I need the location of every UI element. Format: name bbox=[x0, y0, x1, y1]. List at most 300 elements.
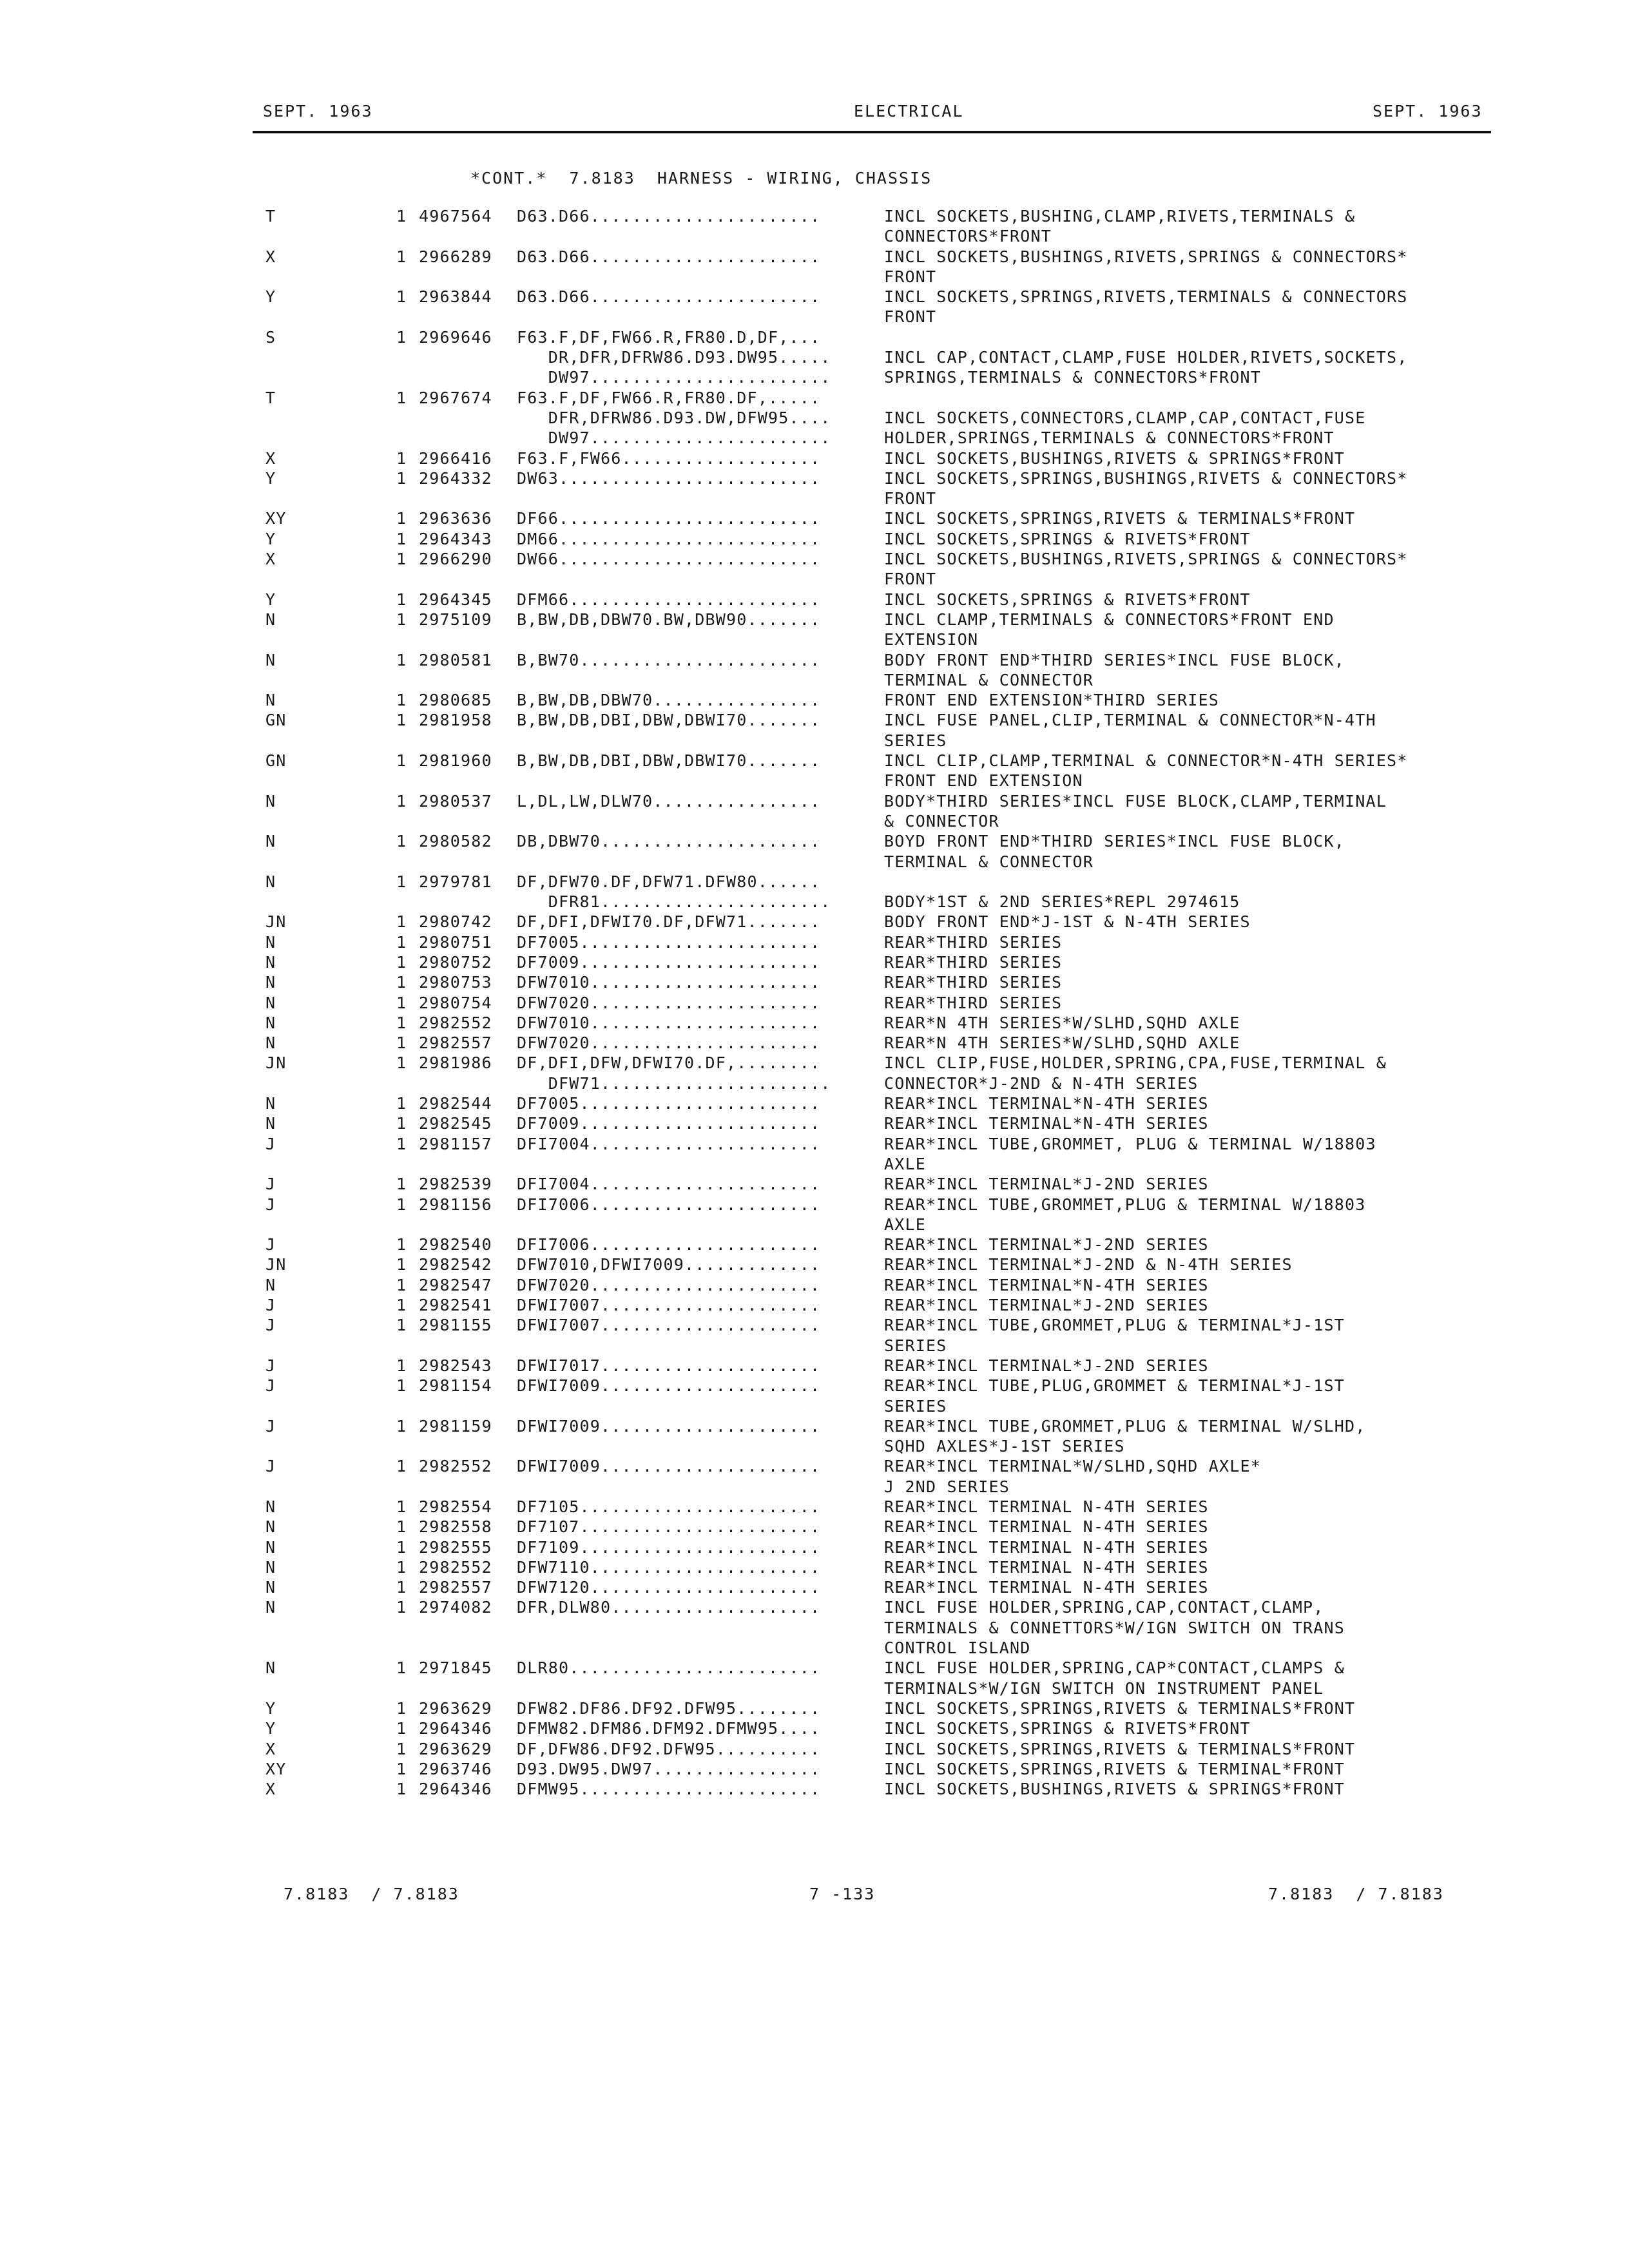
row-part-number: 2980754 bbox=[419, 993, 492, 1012]
row-quantity: 1 bbox=[396, 1598, 407, 1617]
row-description: REAR*INCL TERMINAL*N-4TH SERIES bbox=[884, 1094, 1209, 1113]
row-quantity: 1 bbox=[396, 1557, 407, 1577]
row-code: N bbox=[265, 1658, 276, 1678]
row-part-number: 2967674 bbox=[419, 388, 492, 407]
row-part-number: 4967564 bbox=[419, 207, 492, 226]
row-part-number: 2966416 bbox=[419, 448, 492, 468]
row-quantity: 1 bbox=[396, 872, 407, 891]
row-code: GN bbox=[265, 751, 287, 771]
row-description: INCL CLAMP,TERMINALS & CONNECTORS*FRONT END bbox=[884, 610, 1335, 629]
row-models: DFI7004...................... bbox=[517, 1134, 821, 1153]
row-description: REAR*INCL TERMINAL*N-4TH SERIES bbox=[884, 1114, 1209, 1133]
row-description: INCL FUSE HOLDER,SPRING,CAP,CONTACT,CLAMP, bbox=[884, 1598, 1324, 1617]
parts-row bbox=[0, 1254, 1629, 1274]
row-code: J bbox=[265, 1416, 276, 1436]
row-models: DM66......................... bbox=[517, 529, 821, 548]
row-description: REAR*N 4TH SERIES*W/SLHD,SQHD AXLE bbox=[884, 1033, 1240, 1053]
row-part-number: 2964345 bbox=[419, 590, 492, 609]
row-quantity: 1 bbox=[396, 973, 407, 992]
row-code: X bbox=[265, 448, 276, 468]
parts-row bbox=[0, 1295, 1629, 1315]
parts-row bbox=[0, 367, 1629, 387]
parts-row bbox=[0, 1033, 1629, 1053]
parts-row bbox=[0, 1779, 1629, 1799]
row-code: J bbox=[265, 1235, 276, 1254]
row-code: N bbox=[265, 1537, 276, 1557]
row-quantity: 1 bbox=[396, 1719, 407, 1738]
row-description: INCL SOCKETS,SPRINGS & RIVETS*FRONT bbox=[884, 1719, 1251, 1738]
row-code: Y bbox=[265, 1698, 276, 1718]
parts-row bbox=[0, 1517, 1629, 1537]
parts-row bbox=[0, 629, 1629, 649]
row-part-number: 2981154 bbox=[419, 1376, 492, 1396]
row-description: CONNECTOR*J-2ND & N-4TH SERIES bbox=[884, 1073, 1199, 1093]
row-quantity: 1 bbox=[396, 207, 407, 226]
row-part-number: 2982557 bbox=[419, 1578, 492, 1597]
row-description: REAR*INCL TERMINAL N-4TH SERIES bbox=[884, 1497, 1209, 1516]
row-quantity: 1 bbox=[396, 468, 407, 488]
row-description: REAR*INCL TERMINAL N-4TH SERIES bbox=[884, 1557, 1209, 1577]
row-part-number: 2963746 bbox=[419, 1759, 492, 1778]
row-quantity: 1 bbox=[396, 1759, 407, 1778]
row-description: AXLE bbox=[884, 1154, 927, 1173]
row-quantity: 1 bbox=[396, 1537, 407, 1557]
row-models: DW66......................... bbox=[517, 550, 821, 569]
parts-row bbox=[0, 448, 1629, 468]
footer-ref-right: 7.8183 / 7.8183 bbox=[1268, 1885, 1444, 1903]
row-models: D93.DW95.DW97................ bbox=[517, 1759, 821, 1778]
row-models: DF7005....................... bbox=[517, 1094, 821, 1113]
row-code: X bbox=[265, 550, 276, 569]
row-description: BODY*THIRD SERIES*INCL FUSE BLOCK,CLAMP,TERMINAL bbox=[884, 791, 1387, 811]
row-part-number: 2966289 bbox=[419, 247, 492, 266]
parts-row bbox=[0, 932, 1629, 952]
parts-row bbox=[0, 1235, 1629, 1254]
row-models: DFWI7007..................... bbox=[517, 1316, 821, 1335]
row-description: INCL FUSE PANEL,CLIP,TERMINAL & CONNECTOR*N-4TH bbox=[884, 711, 1376, 730]
row-part-number: 2982539 bbox=[419, 1175, 492, 1194]
row-models: DF7109....................... bbox=[517, 1537, 821, 1557]
row-description: REAR*N 4TH SERIES*W/SLHD,SQHD AXLE bbox=[884, 1013, 1240, 1032]
row-code: N bbox=[265, 952, 276, 972]
row-models: DW97....................... bbox=[517, 368, 831, 387]
row-quantity: 1 bbox=[396, 1316, 407, 1335]
row-code: Y bbox=[265, 1719, 276, 1738]
row-quantity: 1 bbox=[396, 1235, 407, 1254]
row-description: REAR*THIRD SERIES bbox=[884, 952, 1063, 972]
row-models: B,BW,DB,DBW70.BW,DBW90....... bbox=[517, 610, 821, 629]
row-code: J bbox=[265, 1457, 276, 1476]
row-part-number: 2980742 bbox=[419, 912, 492, 932]
row-description: INCL SOCKETS,BUSHINGS,RIVETS & SPRINGS*FRONT bbox=[884, 1780, 1345, 1799]
row-quantity: 1 bbox=[396, 1578, 407, 1597]
row-part-number: 2981155 bbox=[419, 1316, 492, 1335]
row-description: TERMINALS & CONNETTORS*W/IGN SWITCH ON TRANS bbox=[884, 1618, 1345, 1637]
header-title: ELECTRICAL bbox=[854, 102, 964, 120]
row-models: DF7005....................... bbox=[517, 932, 821, 952]
parts-row bbox=[0, 751, 1629, 771]
row-part-number: 2980537 bbox=[419, 791, 492, 811]
row-description: REAR*INCL TERMINAL*J-2ND SERIES bbox=[884, 1175, 1209, 1194]
row-models: DF66......................... bbox=[517, 509, 821, 528]
row-part-number: 2981159 bbox=[419, 1416, 492, 1436]
row-description: INCL SOCKETS,SPRINGS,RIVETS & TERMINAL*FRONT bbox=[884, 1759, 1345, 1778]
row-description: INCL CLIP,FUSE,HOLDER,SPRING,CPA,FUSE,TERMINAL & bbox=[884, 1053, 1387, 1073]
row-models: DFM66........................ bbox=[517, 590, 821, 609]
row-code: N bbox=[265, 1275, 276, 1294]
row-part-number: 2982545 bbox=[419, 1114, 492, 1133]
row-description: REAR*INCL TUBE,GROMMET,PLUG & TERMINAL W/SLHD, bbox=[884, 1416, 1366, 1436]
section-title: *CONT.* 7.8183 HARNESS - WIRING, CHASSIS bbox=[470, 169, 932, 187]
parts-row bbox=[0, 1698, 1629, 1718]
row-quantity: 1 bbox=[396, 1457, 407, 1476]
header-date-left: SEPT. 1963 bbox=[263, 102, 373, 120]
row-models: DF,DFI,DFW,DFWI70.DF,........ bbox=[517, 1053, 821, 1073]
row-code: J bbox=[265, 1195, 276, 1214]
row-description: CONTROL ISLAND bbox=[884, 1639, 1031, 1658]
parts-row bbox=[0, 307, 1629, 327]
parts-row bbox=[0, 690, 1629, 710]
parts-row bbox=[0, 1013, 1629, 1033]
row-code: T bbox=[265, 207, 276, 226]
row-quantity: 1 bbox=[396, 1175, 407, 1194]
row-models: DW97....................... bbox=[517, 428, 831, 448]
row-models: DFMW82.DFM86.DFM92.DFMW95.... bbox=[517, 1719, 821, 1738]
row-models: D63.D66...................... bbox=[517, 247, 821, 266]
parts-row bbox=[0, 791, 1629, 811]
row-quantity: 1 bbox=[396, 1376, 407, 1396]
parts-row bbox=[0, 1315, 1629, 1335]
parts-row bbox=[0, 428, 1629, 448]
footer-ref-left: 7.8183 / 7.8183 bbox=[284, 1885, 459, 1903]
row-quantity: 1 bbox=[396, 327, 407, 347]
row-quantity: 1 bbox=[396, 1053, 407, 1073]
row-code: Y bbox=[265, 529, 276, 548]
row-code: N bbox=[265, 872, 276, 891]
row-part-number: 2963844 bbox=[419, 287, 492, 307]
row-part-number: 2981156 bbox=[419, 1195, 492, 1214]
row-code: Y bbox=[265, 468, 276, 488]
parts-row bbox=[0, 1658, 1629, 1678]
row-quantity: 1 bbox=[396, 691, 407, 710]
parts-row bbox=[0, 1416, 1629, 1436]
parts-row bbox=[0, 1154, 1629, 1174]
row-part-number: 2980751 bbox=[419, 932, 492, 952]
row-part-number: 2964346 bbox=[419, 1780, 492, 1799]
row-code: JN bbox=[265, 1255, 287, 1274]
row-description: REAR*INCL TUBE,GROMMET,PLUG & TERMINAL*J-1ST bbox=[884, 1316, 1345, 1335]
row-models: DLR80........................ bbox=[517, 1658, 821, 1678]
row-description: INCL CLIP,CLAMP,TERMINAL & CONNECTOR*N-4TH SERIES* bbox=[884, 751, 1408, 771]
row-description: SERIES bbox=[884, 731, 947, 750]
parts-row bbox=[0, 287, 1629, 307]
parts-row bbox=[0, 1376, 1629, 1396]
row-description: & CONNECTOR bbox=[884, 811, 999, 831]
row-code: J bbox=[265, 1175, 276, 1194]
parts-row bbox=[0, 670, 1629, 690]
row-part-number: 2980581 bbox=[419, 650, 492, 669]
parts-row bbox=[0, 1477, 1629, 1497]
row-code: N bbox=[265, 1013, 276, 1032]
row-models: DR,DFR,DFRW86.D93.DW95..... bbox=[517, 348, 831, 367]
row-description: SERIES bbox=[884, 1396, 947, 1416]
row-quantity: 1 bbox=[396, 993, 407, 1012]
parts-row bbox=[0, 1215, 1629, 1235]
row-code: N bbox=[265, 1557, 276, 1577]
row-description: INCL SOCKETS,BUSHING,CLAMP,RIVETS,TERMINALS & bbox=[884, 207, 1356, 226]
row-part-number: 2966290 bbox=[419, 550, 492, 569]
parts-row bbox=[0, 1739, 1629, 1759]
row-description: REAR*THIRD SERIES bbox=[884, 973, 1063, 992]
row-code: X bbox=[265, 1780, 276, 1799]
row-quantity: 1 bbox=[396, 1658, 407, 1678]
row-part-number: 2981986 bbox=[419, 1053, 492, 1073]
row-part-number: 2982544 bbox=[419, 1094, 492, 1113]
row-models: D63.D66...................... bbox=[517, 287, 821, 307]
parts-row bbox=[0, 1497, 1629, 1517]
row-models: DFR,DLW80.................... bbox=[517, 1598, 821, 1617]
parts-row bbox=[0, 488, 1629, 508]
parts-row bbox=[0, 1336, 1629, 1356]
row-description: TERMINAL & CONNECTOR bbox=[884, 852, 1094, 871]
row-description: BOYD FRONT END*THIRD SERIES*INCL FUSE BLOCK, bbox=[884, 832, 1345, 851]
row-code: N bbox=[265, 1578, 276, 1597]
row-models: DFR,DFRW86.D93.DW,DFW95.... bbox=[517, 408, 831, 427]
parts-row bbox=[0, 1053, 1629, 1073]
row-part-number: 2964346 bbox=[419, 1719, 492, 1738]
row-quantity: 1 bbox=[396, 711, 407, 730]
parts-row bbox=[0, 993, 1629, 1013]
parts-row bbox=[0, 1557, 1629, 1577]
row-quantity: 1 bbox=[396, 1033, 407, 1053]
row-description: REAR*INCL TERMINAL*J-2ND SERIES bbox=[884, 1356, 1209, 1375]
parts-row bbox=[0, 1577, 1629, 1597]
row-description: INCL SOCKETS,SPRINGS & RIVETS*FRONT bbox=[884, 590, 1251, 609]
row-code: X bbox=[265, 1739, 276, 1758]
parts-row bbox=[0, 1597, 1629, 1617]
parts-row bbox=[0, 1195, 1629, 1215]
row-description: REAR*INCL TERMINAL N-4TH SERIES bbox=[884, 1517, 1209, 1537]
parts-row bbox=[0, 952, 1629, 972]
parts-row bbox=[0, 1093, 1629, 1113]
row-description: REAR*INCL TERMINAL*N-4TH SERIES bbox=[884, 1275, 1209, 1294]
parts-row bbox=[0, 569, 1629, 589]
row-description: REAR*INCL TERMINAL*J-2ND SERIES bbox=[884, 1296, 1209, 1315]
parts-row bbox=[0, 468, 1629, 488]
parts-row bbox=[0, 1638, 1629, 1658]
parts-row bbox=[0, 1113, 1629, 1133]
row-description: REAR*INCL TERMINAL*J-2ND SERIES bbox=[884, 1235, 1209, 1254]
parts-row bbox=[0, 872, 1629, 892]
row-description: INCL FUSE HOLDER,SPRING,CAP*CONTACT,CLAMPS & bbox=[884, 1658, 1345, 1678]
parts-row bbox=[0, 731, 1629, 751]
row-part-number: 2982542 bbox=[419, 1255, 492, 1274]
parts-row bbox=[0, 1718, 1629, 1738]
row-quantity: 1 bbox=[396, 388, 407, 407]
parts-list bbox=[0, 206, 1629, 1799]
row-models: DF,DFW86.DF92.DFW95.......... bbox=[517, 1739, 821, 1758]
row-models: DF7009....................... bbox=[517, 1114, 821, 1133]
row-description: FRONT bbox=[884, 489, 937, 508]
row-quantity: 1 bbox=[396, 1416, 407, 1436]
row-part-number: 2982547 bbox=[419, 1275, 492, 1294]
row-part-number: 2974082 bbox=[419, 1598, 492, 1617]
row-code: S bbox=[265, 327, 276, 347]
parts-row bbox=[0, 1759, 1629, 1779]
row-description: SPRINGS,TERMINALS & CONNECTORS*FRONT bbox=[884, 368, 1262, 387]
row-code: N bbox=[265, 932, 276, 952]
row-quantity: 1 bbox=[396, 932, 407, 952]
row-code: N bbox=[265, 993, 276, 1012]
parts-row bbox=[0, 1678, 1629, 1698]
row-models: B,BW,DB,DBI,DBW,DBWI70....... bbox=[517, 711, 821, 730]
row-quantity: 1 bbox=[396, 650, 407, 669]
row-models: F63.F,FW66................... bbox=[517, 448, 821, 468]
parts-row bbox=[0, 852, 1629, 872]
row-description: TERMINAL & CONNECTOR bbox=[884, 670, 1094, 689]
parts-row bbox=[0, 1356, 1629, 1376]
header-date-right: SEPT. 1963 bbox=[1373, 102, 1483, 120]
row-models: DFWI7009..................... bbox=[517, 1457, 821, 1476]
row-quantity: 1 bbox=[396, 590, 407, 609]
row-description: FRONT END EXTENSION*THIRD SERIES bbox=[884, 691, 1220, 710]
row-part-number: 2982552 bbox=[419, 1457, 492, 1476]
row-models: DW63......................... bbox=[517, 468, 821, 488]
row-part-number: 2981157 bbox=[419, 1134, 492, 1153]
row-description: INCL CAP,CONTACT,CLAMP,FUSE HOLDER,RIVETS,SOCKETS, bbox=[884, 348, 1408, 367]
row-part-number: 2982557 bbox=[419, 1033, 492, 1053]
row-models: D63.D66...................... bbox=[517, 207, 821, 226]
parts-row bbox=[0, 327, 1629, 347]
row-description: REAR*INCL TERMINAL N-4TH SERIES bbox=[884, 1537, 1209, 1557]
parts-row bbox=[0, 1618, 1629, 1638]
row-code: JN bbox=[265, 912, 287, 932]
row-code: Y bbox=[265, 287, 276, 307]
row-description: REAR*INCL TUBE,GROMMET,PLUG & TERMINAL W/18803 bbox=[884, 1195, 1366, 1214]
parts-row bbox=[0, 508, 1629, 528]
row-quantity: 1 bbox=[396, 791, 407, 811]
row-code: N bbox=[265, 832, 276, 851]
row-description: REAR*INCL TERMINAL*J-2ND & N-4TH SERIES bbox=[884, 1255, 1293, 1274]
row-code: T bbox=[265, 388, 276, 407]
parts-row bbox=[0, 710, 1629, 730]
row-description: INCL SOCKETS,CONNECTORS,CLAMP,CAP,CONTACT,FUSE bbox=[884, 408, 1366, 427]
row-part-number: 2963636 bbox=[419, 509, 492, 528]
row-models: F63.F,DF,FW66.R,FR80.D,DF,... bbox=[517, 327, 821, 347]
row-part-number: 2963629 bbox=[419, 1739, 492, 1758]
row-description: BODY*1ST & 2ND SERIES*REPL 2974615 bbox=[884, 892, 1240, 912]
row-description: INCL SOCKETS,BUSHINGS,RIVETS,SPRINGS & CONNECTORS* bbox=[884, 247, 1408, 266]
row-quantity: 1 bbox=[396, 1013, 407, 1032]
parts-row bbox=[0, 267, 1629, 287]
row-part-number: 2982552 bbox=[419, 1557, 492, 1577]
row-code: N bbox=[265, 610, 276, 629]
row-description: SQHD AXLES*J-1ST SERIES bbox=[884, 1437, 1125, 1456]
row-quantity: 1 bbox=[396, 1134, 407, 1153]
row-quantity: 1 bbox=[396, 1114, 407, 1133]
row-models: DFW7020...................... bbox=[517, 1033, 821, 1053]
parts-row bbox=[0, 1396, 1629, 1416]
parts-row bbox=[0, 1456, 1629, 1476]
parts-row bbox=[0, 1134, 1629, 1154]
row-code: X bbox=[265, 247, 276, 266]
row-quantity: 1 bbox=[396, 448, 407, 468]
parts-row bbox=[0, 972, 1629, 992]
row-models: L,DL,LW,DLW70................ bbox=[517, 791, 821, 811]
row-models: DB,DBW70..................... bbox=[517, 832, 821, 851]
row-part-number: 2982543 bbox=[419, 1356, 492, 1375]
row-description: BODY FRONT END*THIRD SERIES*INCL FUSE BLOCK, bbox=[884, 650, 1345, 669]
row-quantity: 1 bbox=[396, 1275, 407, 1294]
row-code: N bbox=[265, 1094, 276, 1113]
row-code: N bbox=[265, 1497, 276, 1516]
row-description: EXTENSION bbox=[884, 630, 979, 649]
row-description: HOLDER,SPRINGS,TERMINALS & CONNECTORS*FRONT bbox=[884, 428, 1335, 448]
row-quantity: 1 bbox=[396, 509, 407, 528]
row-description: INCL SOCKETS,SPRINGS & RIVETS*FRONT bbox=[884, 529, 1251, 548]
row-models: DFI7006...................... bbox=[517, 1235, 821, 1254]
row-models: DFW7010...................... bbox=[517, 1013, 821, 1032]
row-quantity: 1 bbox=[396, 610, 407, 629]
row-models: DFWI7007..................... bbox=[517, 1296, 821, 1315]
row-quantity: 1 bbox=[396, 912, 407, 932]
row-models: DFW82.DF86.DF92.DFW95........ bbox=[517, 1698, 821, 1718]
row-description: INCL SOCKETS,SPRINGS,RIVETS & TERMINALS*FRONT bbox=[884, 1698, 1356, 1718]
row-quantity: 1 bbox=[396, 751, 407, 771]
row-models: DFW7020...................... bbox=[517, 993, 821, 1012]
row-quantity: 1 bbox=[396, 1698, 407, 1718]
row-models: B,BW,DB,DBI,DBW,DBWI70....... bbox=[517, 751, 821, 771]
row-quantity: 1 bbox=[396, 1517, 407, 1537]
parts-row bbox=[0, 247, 1629, 267]
parts-row bbox=[0, 892, 1629, 912]
row-code: N bbox=[265, 1598, 276, 1617]
row-part-number: 2980752 bbox=[419, 952, 492, 972]
row-code: GN bbox=[265, 711, 287, 730]
row-models: DF,DFW70.DF,DFW71.DFW80...... bbox=[517, 872, 821, 891]
row-description: INCL SOCKETS,SPRINGS,RIVETS & TERMINALS*FRONT bbox=[884, 509, 1356, 528]
row-part-number: 2975109 bbox=[419, 610, 492, 629]
row-models: DFR81...................... bbox=[517, 892, 831, 912]
row-models: DFWI7009..................... bbox=[517, 1376, 821, 1396]
row-part-number: 2982558 bbox=[419, 1517, 492, 1537]
row-description: INCL SOCKETS,BUSHINGS,RIVETS,SPRINGS & CONNECTORS* bbox=[884, 550, 1408, 569]
row-quantity: 1 bbox=[396, 550, 407, 569]
row-models: DFI7004...................... bbox=[517, 1175, 821, 1194]
parts-row bbox=[0, 650, 1629, 670]
row-part-number: 2982541 bbox=[419, 1296, 492, 1315]
row-models: DF7105....................... bbox=[517, 1497, 821, 1516]
row-description: INCL SOCKETS,SPRINGS,BUSHINGS,RIVETS & CONNECTORS* bbox=[884, 468, 1408, 488]
parts-row bbox=[0, 771, 1629, 791]
row-models: DFW7120...................... bbox=[517, 1578, 821, 1597]
row-models: DF,DFI,DFWI70.DF,DFW71....... bbox=[517, 912, 821, 932]
row-description: REAR*THIRD SERIES bbox=[884, 993, 1063, 1012]
row-quantity: 1 bbox=[396, 247, 407, 266]
row-quantity: 1 bbox=[396, 832, 407, 851]
row-description: J 2ND SERIES bbox=[884, 1477, 1010, 1496]
row-code: J bbox=[265, 1134, 276, 1153]
row-code: N bbox=[265, 973, 276, 992]
row-part-number: 2964332 bbox=[419, 468, 492, 488]
row-part-number: 2982540 bbox=[419, 1235, 492, 1254]
row-models: DFWI7017..................... bbox=[517, 1356, 821, 1375]
row-models: DFW7110...................... bbox=[517, 1557, 821, 1577]
row-models: DF7107....................... bbox=[517, 1517, 821, 1537]
row-code: J bbox=[265, 1356, 276, 1375]
row-quantity: 1 bbox=[396, 287, 407, 307]
row-part-number: 2964343 bbox=[419, 529, 492, 548]
